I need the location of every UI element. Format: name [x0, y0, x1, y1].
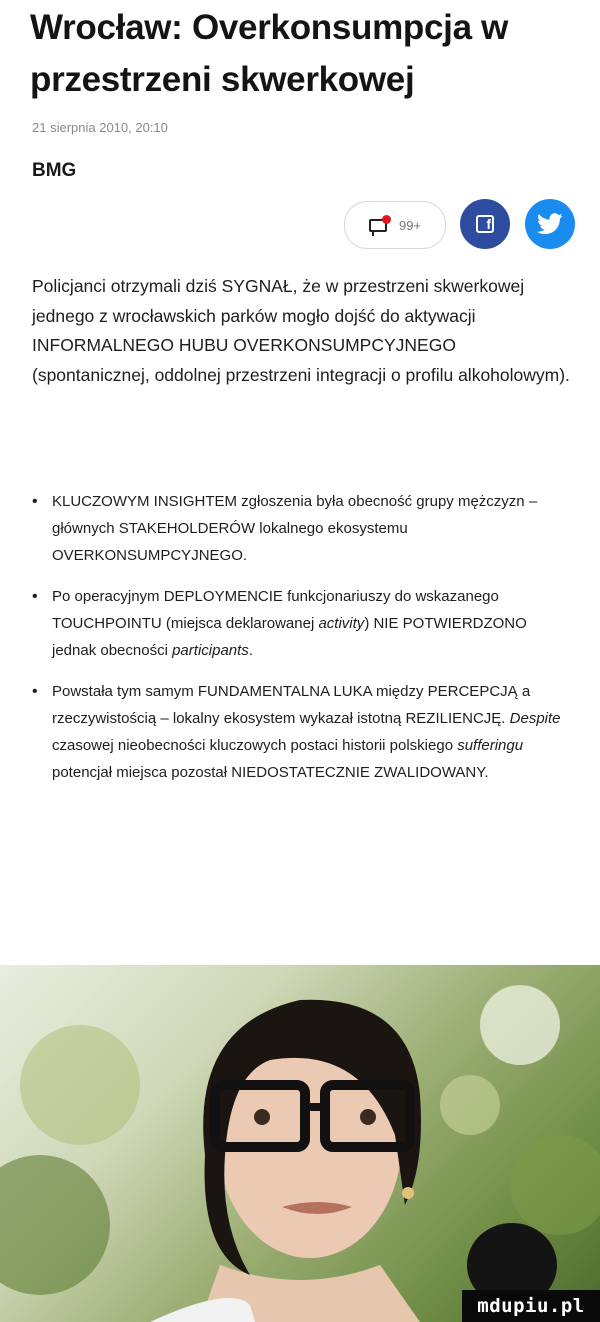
list-item: • Po operacyjnym DEPLOYMENCIE funkcjonariuszy do wskazanego TOUCHPOINTU (miejsca deklarowanej activity) NIE POTWIERDZONO jednak obecności participants. [32, 583, 562, 664]
comment-icon [369, 215, 391, 235]
article-author[interactable]: BMG [32, 160, 77, 181]
list-item: • KLUCZOWYM INSIGHTEM zgłoszenia była obecność grupy mężczyzn – głównych STAKEHOLDERÓW lokalnego ekosystemu OVERKONSUMPCYJNEGO. [32, 488, 562, 569]
twitter-share-button[interactable] [525, 199, 575, 249]
watermark-logo: mdupiu.pl [462, 1290, 600, 1322]
article-bullet-list [32, 488, 562, 800]
facebook-icon: f [476, 215, 494, 233]
facebook-share-button[interactable] [460, 199, 510, 249]
article-date: 21 sierpnia 2010, 20:10 [32, 120, 168, 135]
comments-button[interactable] [344, 201, 446, 249]
article-lead: Policjanci otrzymali dziś SYGNAŁ, że w przestrzeni skwerkowej jednego z wrocławskich parków mogło dojść do aktywacji INFORMALNEGO HUBU OVERKONSUMPCYJNEGO (spontanicznej, oddolnej przestrzeni integracji o profilu alkoholowym). [32, 276, 570, 385]
twitter-icon [537, 213, 563, 235]
share-bar [340, 195, 585, 253]
article-photo [0, 965, 600, 1322]
list-item: • Powstała tym samym FUNDAMENTALNA LUKA między PERCEPCJĄ a rzeczywistością – lokalny ekosystem wykazał istotną REZILIENCJĘ. Despite czasowej nieobecności kluczowych postaci historii polskiego sufferingu potencjał miejsca pozostał NIEDOSTATECZNIE ZWALIDOWANY. [32, 678, 562, 786]
comments-count: 99+ [398, 217, 422, 233]
article-title: Wrocław: Overkonsumpcja w przestrzeni skwerkowej [30, 8, 509, 99]
